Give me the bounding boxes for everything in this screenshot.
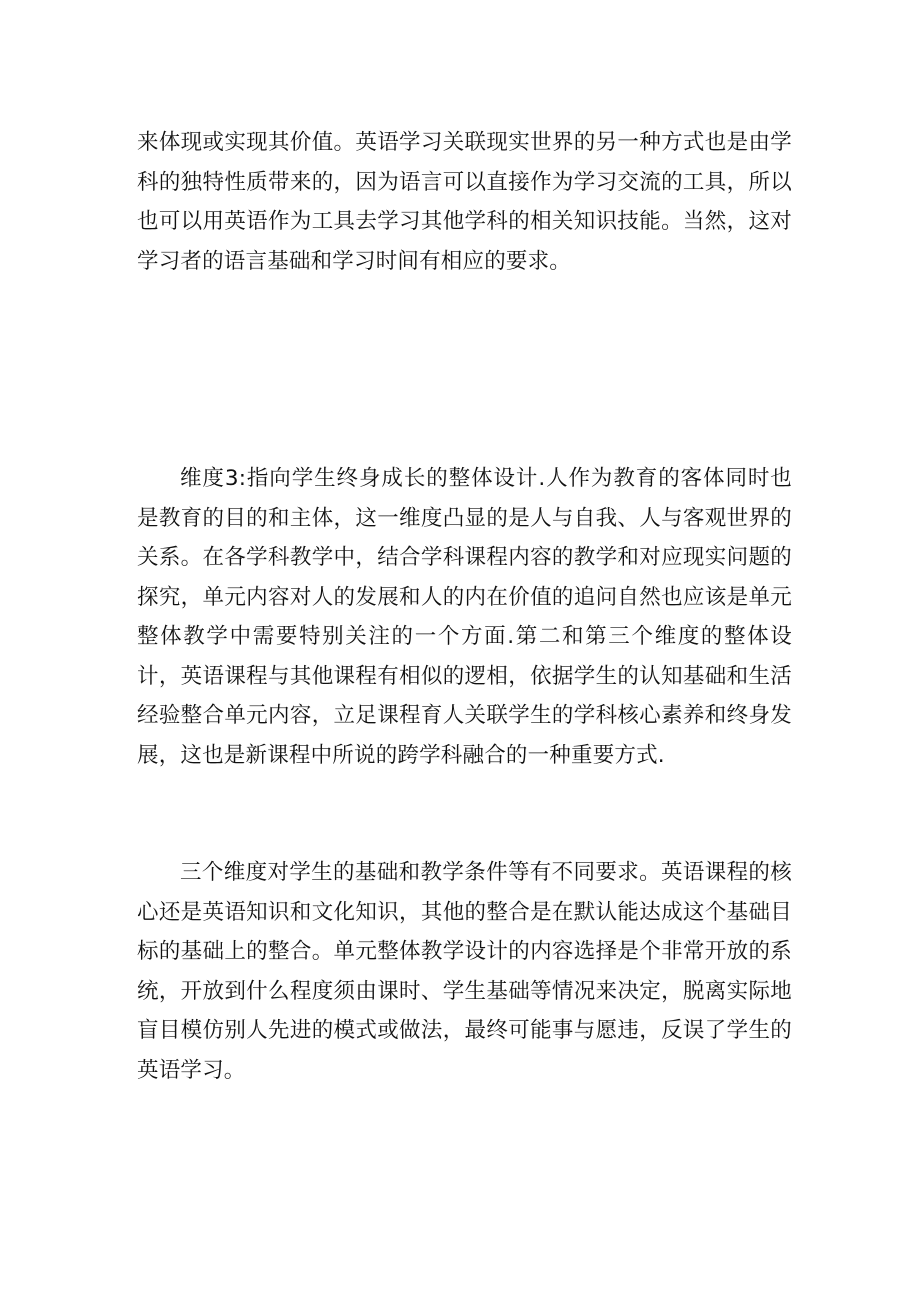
paragraph-continuation: 来体现或实现其价值。英语学习关联现实世界的另一种方式也是由学科的独特性质带来的，因为语言可以直接作为学习交流的工具，所以也可以用英语作为工具去学习其他学科的相关知识技能。当然，这对学习者的语言基础和学习时间有相应的要求。	[137, 130, 792, 274]
paragraph-three-dimensions: 三个维度对学生的基础和教学条件等有不同要求。英语课程的核心还是英语知识和文化知识，其他的整合是在默认能达成这个基础目标的基础上的整合。单元整体教学设计的内容选择是个非常开放的系统，开放到什么程度须由课时、学生基础等情况来决定，脱离实际地盲目模仿别人先进的模式或做法，最终可能事与愿违，反误了学生的英语学习。	[137, 860, 792, 1083]
paragraph-dimension-3: 维度3:指向学生终身成长的整体设计.人作为教育的客体同时也是教育的目的和主体，这一维度凸显的是人与自我、人与客观世界的关系。在各学科教学中，结合学科课程内容的教学和对应现实问题的探究，单元内容对人的发展和人的内在价值的追问自然也应该是单元整体教学中需要特别关注的一个方面.第二和第三个维度的整体设计，英语课程与其他课程有相似的逻相，依据学生的认知基础和生活经验整合单元内容，立足课程育人关联学生的学科核心素养和终身发展，这也是新课程中所说的跨学科融合的一种重要方式.	[137, 466, 792, 768]
